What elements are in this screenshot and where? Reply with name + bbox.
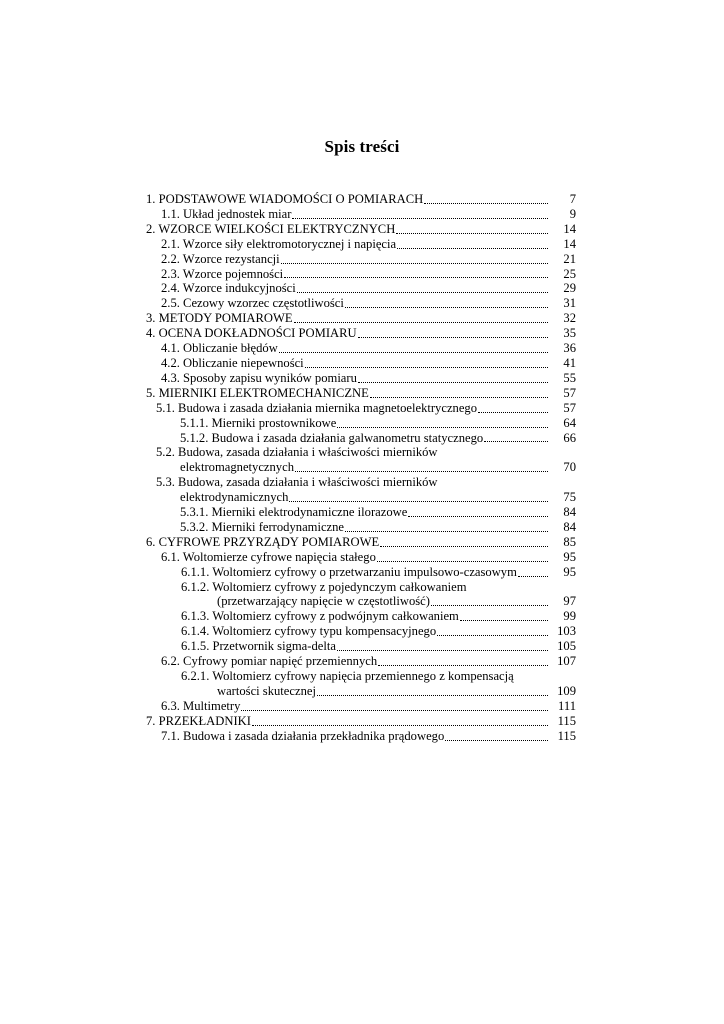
dot-leader [377,557,548,562]
dot-leader [281,259,548,264]
toc-entry-label: 2.4. Wzorce indukcyjności [161,281,296,296]
toc-entry-label: 5.3. Budowa, zasada działania i właściwości mierników [156,475,438,490]
toc-entry-page: 95 [563,564,576,579]
toc-entry [146,356,576,371]
toc-entry [146,371,576,386]
dot-leader [317,691,548,696]
toc-entry-label: 5.1. Budowa i zasada działania miernika magnetoelektrycznego [156,400,478,415]
toc-entry-label: 6.1.5. Przetwornik sigma-delta [181,639,336,654]
toc-entry-page: 36 [563,341,576,356]
dot-leader [337,646,548,651]
toc-entry-continuation: wartości skutecznej [217,683,316,698]
toc-entry-page: 95 [563,549,576,564]
toc-entry [146,609,576,624]
toc-entry-continuation: elektrodynamicznych [180,490,289,505]
toc-entry-label: 6.1.3. Woltomierz cyfrowy z podwójnym całkowaniem [181,609,459,624]
toc-entry-page: 103 [557,624,576,639]
toc-entry-page: 41 [563,355,576,370]
toc-entry [146,311,576,326]
dot-leader [292,214,548,219]
toc-entry-label: 2. WZORCE WIELKOŚCI ELEKTRYCZNYCH [146,221,396,236]
toc-entry [146,505,576,520]
toc-entry-page: 97 [563,594,576,609]
toc-entry [146,416,576,431]
toc-entry-page: 14 [563,236,576,251]
dot-leader [478,408,548,413]
toc-entry-continuation: (przetwarzający napięcie w częstotliwość) [217,594,430,609]
toc-entry [146,401,576,416]
toc-entry-page: 35 [563,326,576,341]
toc-entry [146,386,576,401]
toc-entry [146,222,576,237]
toc-entry [146,460,576,475]
toc-entry-label: 5.2. Budowa, zasada działania i właściwości mierników [156,445,438,460]
toc-entry-page: 84 [563,505,576,520]
toc-entry [146,565,576,580]
toc-entry-page: 66 [563,430,576,445]
dot-leader [484,437,548,442]
toc-entry-label: 5. MIERNIKI ELEKTROMECHANICZNE [146,385,369,400]
dot-leader [424,199,548,204]
toc-entry-page: 57 [563,385,576,400]
dot-leader [460,616,548,621]
toc-entry-label: 1. PODSTAWOWE WIADOMOŚCI O POMIARACH [146,192,424,206]
toc-entry-label: 3. METODY POMIAROWE [146,311,293,326]
toc-entry [146,520,576,535]
toc-entry-page: 25 [563,266,576,281]
toc-entry-label: 5.1.1. Mierniki prostownikowe [180,415,337,430]
toc-entry [146,252,576,267]
table-of-contents [146,192,576,744]
toc-entry-label: 7.1. Budowa i zasada działania przekładnika prądowego [161,728,445,743]
dot-leader [294,318,548,323]
toc-entry [146,684,576,699]
toc-entry [146,237,576,252]
dot-leader [396,229,548,234]
toc-entry-page: 111 [558,698,576,713]
toc-entry-label: 5.3.2. Mierniki ferrodynamiczne [180,519,345,534]
toc-entry [146,535,576,550]
toc-entry-page: 32 [563,311,576,326]
toc-entry-page: 70 [563,460,576,475]
dot-leader [518,572,548,577]
toc-entry [146,699,576,714]
toc-entry [146,192,576,207]
toc-entry-label: 6.1.1. Woltomierz cyfrowy o przetwarzaniu impulsowo-czasowym [181,564,517,579]
toc-entry [146,594,576,609]
toc-entry-page: 75 [563,490,576,505]
toc-entry [146,490,576,505]
dot-leader [295,467,548,472]
toc-entry-page: 99 [563,609,576,624]
toc-entry-page: 85 [563,534,576,549]
toc-entry-page: 7 [569,192,576,206]
toc-entry [146,326,576,341]
toc-entry [146,341,576,356]
toc-entry-label: 1.1. Układ jednostek miar [161,206,292,221]
dot-leader [279,348,548,353]
toc-entry-label: 5.3.1. Mierniki elektrodynamiczne ilorazowe [180,505,408,520]
dot-leader [345,527,548,532]
dot-leader [358,378,548,383]
toc-entry-label: 2.3. Wzorce pojemności [161,266,284,281]
dot-leader [437,631,548,636]
dot-leader [358,333,548,338]
dot-leader [305,363,548,368]
dot-leader [378,661,548,666]
toc-entry [146,639,576,654]
toc-entry-label: 4. OCENA DOKŁADNOŚCI POMIARU [146,326,357,341]
toc-entry-label: 6.1. Woltomierze cyfrowe napięcia stałego [161,549,376,564]
page-title: Spis treści [324,137,400,156]
dot-leader [297,288,548,293]
toc-entry-label: 4.3. Sposoby zapisu wyników pomiaru [161,370,357,385]
toc-entry-page: 55 [563,370,576,385]
dot-leader [289,497,548,502]
dot-leader [241,706,548,711]
toc-entry [146,714,576,729]
toc-entry-label: 2.2. Wzorce rezystancji [161,251,280,266]
toc-entry-page: 84 [563,519,576,534]
dot-leader [345,303,548,308]
toc-entry [146,296,576,311]
toc-entry-continuation: elektromagnetycznych [180,460,294,475]
dot-leader [370,393,548,398]
toc-entry-label: 6.1.4. Woltomierz cyfrowy typu kompensacyjnego [181,624,437,639]
dot-leader [408,512,548,517]
dot-leader [252,721,548,726]
toc-entry [146,281,576,296]
dot-leader [337,423,548,428]
toc-entry-page: 31 [563,296,576,311]
toc-entry-page: 64 [563,415,576,430]
toc-entry-label: 6.2.1. Woltomierz cyfrowy napięcia przemiennego z kompensacją [181,669,514,683]
toc-entry [146,207,576,222]
toc-entry-page: 21 [563,251,576,266]
toc-entry [146,624,576,639]
toc-entry-label: 7. PRZEKŁADNIKI [146,713,251,728]
toc-entry-page: 9 [569,206,576,221]
dot-leader [445,736,548,741]
toc-entry [146,550,576,565]
toc-entry-label: 2.1. Wzorce siły elektromotorycznej i napięcia [161,236,397,251]
toc-entry-page: 29 [563,281,576,296]
toc-entry-page: 105 [557,639,576,654]
toc-entry-label: 6.1.2. Woltomierz cyfrowy z pojedynczym całkowaniem [181,579,467,594]
toc-entry-label: 6. CYFROWE PRZYRZĄDY POMIAROWE [146,534,380,549]
toc-entry-page: 115 [557,728,576,743]
toc-entry-label: 5.1.2. Budowa i zasada działania galwanometru statycznego [180,430,484,445]
toc-entry [146,267,576,282]
dot-leader [431,601,548,606]
toc-entry [146,729,576,744]
toc-entry-label: 6.3. Multimetry [161,698,241,713]
toc-entry-page: 14 [563,221,576,236]
toc-entry-page: 115 [557,713,576,728]
dot-leader [397,244,548,249]
dot-leader [380,542,548,547]
toc-entry [146,654,576,669]
toc-entry [146,431,576,446]
toc-entry-label: 6.2. Cyfrowy pomiar napięć przemiennych [161,654,378,669]
toc-entry-page: 107 [557,654,576,669]
toc-entry-label: 2.5. Cezowy wzorzec częstotliwości [161,296,344,311]
toc-entry-label: 4.2. Obliczanie niepewności [161,355,304,370]
toc-entry-page: 57 [563,400,576,415]
dot-leader [284,273,548,278]
toc-entry-label: 4.1. Obliczanie błędów [161,341,278,356]
toc-entry-page: 109 [557,683,576,698]
